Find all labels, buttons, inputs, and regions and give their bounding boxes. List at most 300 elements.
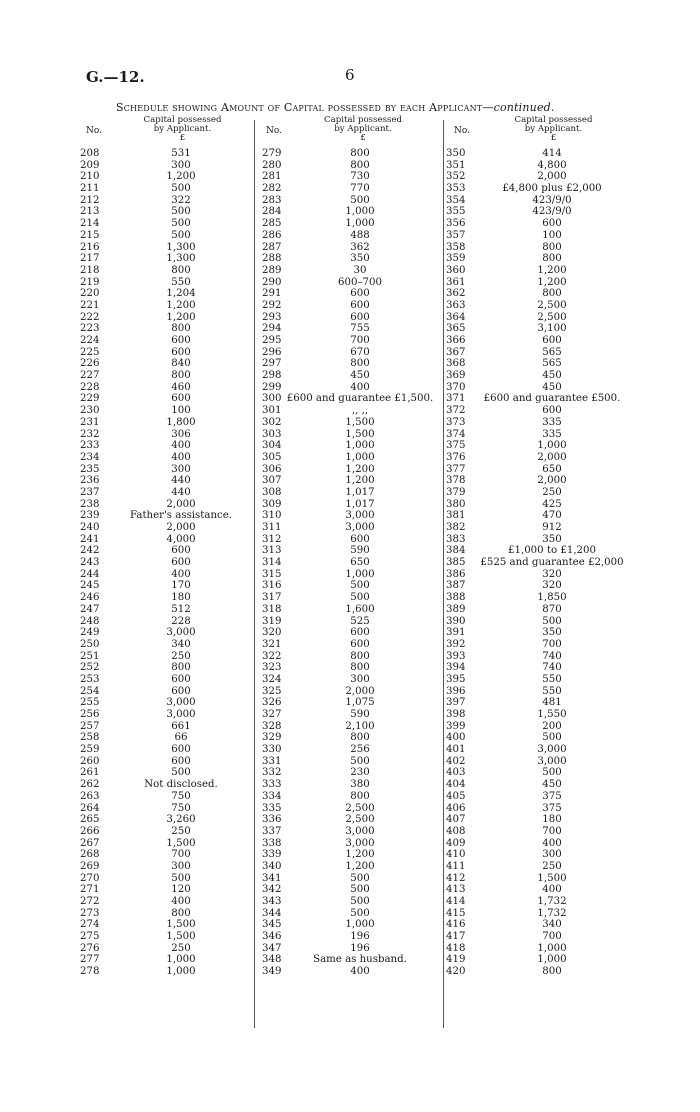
table-row: [442, 943, 652, 955]
applicant-number: 330: [262, 744, 282, 756]
applicant-number: 345: [262, 919, 282, 931]
capital-value: 1,200: [166, 299, 196, 311]
table-row: [258, 405, 444, 417]
capital-value: 1,200: [345, 860, 375, 872]
applicant-number: 212: [80, 194, 100, 206]
applicant-number: 258: [80, 732, 100, 744]
capital-value: 600–700: [338, 276, 382, 288]
applicant-number: 286: [262, 229, 282, 241]
table-row: [258, 242, 444, 254]
applicant-number: 354: [446, 194, 466, 206]
applicant-number: 368: [446, 358, 466, 370]
capital-value: 3,000: [166, 697, 196, 709]
table-row: [442, 779, 652, 791]
table-row: [442, 931, 652, 943]
table-row: [442, 908, 652, 920]
applicant-number: 412: [446, 872, 466, 884]
applicant-number: 334: [262, 790, 282, 802]
applicant-number: 415: [446, 907, 466, 919]
capital-value: 3,260: [166, 814, 196, 826]
applicant-number: 340: [262, 860, 282, 872]
table-row: [80, 884, 255, 896]
applicant-number: 278: [80, 966, 100, 978]
table-row: [80, 744, 255, 756]
capital-value: 750: [171, 790, 191, 802]
capital-value: 912: [542, 522, 562, 533]
applicant-number: 208: [80, 148, 100, 159]
header-capital: [298, 116, 428, 143]
table-row: [442, 604, 652, 616]
applicant-number: 377: [446, 463, 466, 475]
applicant-number: 307: [262, 475, 282, 487]
table-row: [80, 651, 255, 663]
table-row: [258, 943, 444, 955]
applicant-number: 384: [446, 545, 466, 557]
capital-value: 362: [350, 241, 370, 253]
applicant-number: 338: [262, 837, 282, 849]
applicant-number: 373: [446, 416, 466, 428]
applicant-number: 344: [262, 907, 282, 919]
capital-value: 1,000: [166, 966, 196, 978]
applicant-number: 271: [80, 884, 100, 896]
table-row: [258, 569, 444, 581]
applicant-number: 371: [446, 393, 466, 405]
applicant-number: 223: [80, 323, 100, 335]
table-row: [80, 312, 255, 324]
table-row: [442, 358, 652, 370]
capital-value: 1,500: [345, 416, 375, 428]
table-row: [80, 674, 255, 686]
capital-value: 800: [350, 650, 370, 662]
applicant-number: 303: [262, 428, 282, 440]
capital-value: 340: [542, 919, 562, 931]
applicant-number: 359: [446, 253, 466, 265]
capital-value: 100: [171, 405, 191, 417]
table-row: [80, 347, 255, 359]
schedule-rows: [258, 148, 444, 978]
capital-value: 170: [171, 580, 191, 592]
applicant-number: 255: [80, 697, 100, 709]
applicant-number: 236: [80, 475, 100, 487]
table-row: [80, 160, 255, 172]
applicant-number: 231: [80, 416, 100, 428]
capital-value: 740: [542, 650, 562, 662]
table-row: [258, 931, 444, 943]
applicant-number: 336: [262, 814, 282, 826]
schedule-column-1: [80, 116, 255, 978]
applicant-number: 285: [262, 218, 282, 230]
table-row: [258, 475, 444, 487]
table-row: [258, 265, 444, 277]
capital-value: 1,500: [537, 872, 567, 884]
header-no: No.: [86, 126, 102, 136]
capital-value: 1,000: [537, 942, 567, 954]
table-row: [258, 148, 444, 160]
table-row: [442, 148, 652, 160]
applicant-number: 316: [262, 580, 282, 592]
applicant-number: 416: [446, 919, 466, 931]
applicant-number: 404: [446, 779, 466, 791]
applicant-number: 228: [80, 381, 100, 393]
capital-value: 800: [350, 358, 370, 370]
table-row: [442, 814, 652, 826]
column-header: [80, 116, 255, 148]
capital-value: 2,500: [537, 311, 567, 323]
applicant-number: 222: [80, 311, 100, 323]
capital-value: 1,200: [345, 849, 375, 861]
table-row: [80, 686, 255, 698]
capital-value: 800: [542, 253, 562, 265]
table-row: [442, 873, 652, 885]
capital-value: 300: [350, 673, 370, 685]
schedule-title: [116, 101, 596, 114]
applicant-number: 328: [262, 720, 282, 732]
applicant-number: 274: [80, 919, 100, 931]
applicant-number: 254: [80, 685, 100, 697]
capital-value: 500: [350, 592, 370, 604]
capital-value: 414: [542, 148, 562, 159]
applicant-number: 224: [80, 335, 100, 346]
applicant-number: 320: [262, 627, 282, 639]
applicant-number: 407: [446, 814, 466, 826]
applicant-number: 332: [262, 767, 282, 779]
table-row: [442, 569, 652, 581]
capital-value: 700: [542, 931, 562, 943]
schedule-rows: [80, 148, 255, 978]
capital-value: 400: [542, 837, 562, 849]
header-no: No.: [454, 126, 470, 136]
capital-value: 481: [542, 697, 562, 709]
applicant-number: 335: [262, 802, 282, 814]
table-row: [258, 604, 444, 616]
applicant-number: 293: [262, 311, 282, 323]
capital-value: 450: [350, 370, 370, 382]
table-row: [258, 253, 444, 265]
capital-value: 600: [171, 557, 191, 569]
table-row: [442, 487, 652, 499]
capital-value: 1,000: [166, 954, 196, 966]
applicant-number: 248: [80, 615, 100, 627]
capital-value: 600: [171, 673, 191, 685]
capital-value: 2,100: [345, 720, 375, 732]
applicant-number: 213: [80, 206, 100, 218]
table-row: [80, 195, 255, 207]
applicant-number: 297: [262, 358, 282, 370]
capital-value: 500: [350, 755, 370, 767]
table-row: [80, 954, 255, 966]
capital-value: 1,000: [537, 440, 567, 452]
table-row: [258, 592, 444, 604]
applicant-number: 268: [80, 849, 100, 861]
applicant-number: 281: [262, 171, 282, 183]
capital-value: 500: [350, 907, 370, 919]
applicant-number: 305: [262, 451, 282, 463]
capital-value: 1,550: [537, 709, 567, 720]
capital-value: 250: [171, 650, 191, 662]
table-row: [258, 966, 444, 978]
table-row: [258, 545, 444, 557]
applicant-number: 301: [262, 405, 282, 417]
table-row: [258, 779, 444, 791]
capital-value: 600: [350, 288, 370, 300]
table-row: [442, 195, 652, 207]
capital-value: 230: [350, 767, 370, 779]
applicant-number: 387: [446, 580, 466, 592]
applicant-number: 243: [80, 557, 100, 569]
applicant-number: 381: [446, 510, 466, 522]
applicant-number: 209: [80, 159, 100, 171]
capital-value: 1,017: [345, 486, 375, 498]
applicant-number: 382: [446, 522, 466, 533]
table-row: [258, 370, 444, 382]
applicant-number: 349: [262, 966, 282, 978]
applicant-number: 249: [80, 627, 100, 639]
applicant-number: 350: [446, 148, 466, 159]
capital-value: 525: [350, 615, 370, 627]
applicant-number: 267: [80, 837, 100, 849]
capital-value: 400: [171, 896, 191, 907]
capital-value: 500: [350, 872, 370, 884]
applicant-number: 218: [80, 264, 100, 276]
capital-value: 600: [542, 335, 562, 346]
table-row: [258, 826, 444, 838]
capital-value: 600: [171, 685, 191, 697]
table-row: [258, 697, 444, 709]
table-row: [80, 405, 255, 417]
capital-value: 180: [542, 814, 562, 826]
table-row: [80, 487, 255, 499]
applicant-number: 296: [262, 346, 282, 358]
table-row: [442, 417, 652, 429]
table-row: [442, 464, 652, 476]
capital-value: 740: [542, 662, 562, 674]
table-row: [442, 206, 652, 218]
applicant-number: 273: [80, 907, 100, 919]
applicant-number: 405: [446, 790, 466, 802]
table-row: [258, 358, 444, 370]
applicant-number: 360: [446, 264, 466, 276]
capital-value: 800: [350, 148, 370, 159]
capital-value: 500: [171, 183, 191, 195]
table-row: [442, 919, 652, 931]
applicant-number: 418: [446, 942, 466, 954]
table-row: [442, 171, 652, 183]
capital-value: 3,000: [166, 627, 196, 639]
table-row: [442, 557, 652, 569]
header-capital-line1: Capital possessed: [143, 115, 222, 125]
applicant-number: 214: [80, 218, 100, 230]
table-row: [442, 534, 652, 546]
applicant-number: 250: [80, 638, 100, 650]
capital-value: 350: [542, 533, 562, 545]
applicant-number: 256: [80, 709, 100, 720]
table-row: [80, 277, 255, 289]
capital-value: 300: [171, 463, 191, 475]
capital-value: 470: [542, 510, 562, 522]
applicant-number: 211: [80, 183, 100, 195]
table-row: [442, 265, 652, 277]
table-row: [80, 253, 255, 265]
capital-value: £600 and guarantee £500.: [483, 393, 621, 405]
table-row: [442, 674, 652, 686]
applicant-number: 326: [262, 697, 282, 709]
table-row: [258, 335, 444, 347]
capital-value: 500: [171, 206, 191, 218]
capital-value: 755: [350, 323, 370, 335]
applicant-number: 355: [446, 206, 466, 218]
applicant-number: 304: [262, 440, 282, 452]
capital-value: 3,000: [345, 837, 375, 849]
applicant-number: 397: [446, 697, 466, 709]
capital-value: 700: [350, 335, 370, 346]
capital-value: 250: [542, 860, 562, 872]
table-row: [258, 908, 444, 920]
applicant-number: 247: [80, 603, 100, 615]
applicant-number: 277: [80, 954, 100, 966]
applicant-number: 215: [80, 229, 100, 241]
table-row: [258, 721, 444, 733]
capital-value: 400: [171, 440, 191, 452]
table-row: [258, 277, 444, 289]
applicant-number: 245: [80, 580, 100, 592]
table-row: [80, 919, 255, 931]
capital-value: 600: [542, 218, 562, 230]
capital-value: 1,000: [345, 919, 375, 931]
table-row: [258, 674, 444, 686]
applicant-number: 282: [262, 183, 282, 195]
table-row: [442, 393, 652, 405]
capital-value: 1,200: [537, 276, 567, 288]
capital-value: 600: [350, 311, 370, 323]
table-row: [442, 475, 652, 487]
capital-value: 2,000: [537, 475, 567, 487]
capital-value: 1,732: [537, 907, 567, 919]
schedule-column-2: [258, 116, 444, 978]
capital-value: 565: [542, 346, 562, 358]
capital-value: 500: [171, 218, 191, 230]
capital-value: 650: [350, 557, 370, 569]
table-row: [80, 358, 255, 370]
applicant-number: 292: [262, 299, 282, 311]
table-row: [442, 429, 652, 441]
table-row: [258, 440, 444, 452]
applicant-number: 217: [80, 253, 100, 265]
applicant-number: 246: [80, 592, 100, 604]
table-row: [442, 405, 652, 417]
capital-value: 1,500: [166, 919, 196, 931]
capital-value: 1,732: [537, 896, 567, 907]
capital-value: 1,017: [345, 498, 375, 510]
capital-value: 661: [171, 720, 191, 732]
applicant-number: 329: [262, 732, 282, 744]
capital-value: 500: [542, 615, 562, 627]
table-row: [258, 896, 444, 908]
capital-value: 423/9/0: [532, 206, 572, 218]
applicant-number: 346: [262, 931, 282, 943]
applicant-number: 409: [446, 837, 466, 849]
table-row: [80, 440, 255, 452]
table-row: [80, 429, 255, 441]
applicant-number: 259: [80, 744, 100, 756]
applicant-number: 234: [80, 451, 100, 463]
applicant-number: 216: [80, 241, 100, 253]
capital-value: 400: [350, 966, 370, 978]
table-row: [442, 896, 652, 908]
applicant-number: 269: [80, 860, 100, 872]
capital-value: 800: [171, 323, 191, 335]
capital-value: 870: [542, 603, 562, 615]
capital-value: 306: [171, 428, 191, 440]
capital-value: 700: [542, 638, 562, 650]
capital-value: 800: [542, 966, 562, 978]
capital-value: 531: [171, 148, 191, 159]
capital-value: 800: [171, 907, 191, 919]
capital-value: 500: [350, 194, 370, 206]
applicant-number: 327: [262, 709, 282, 720]
applicant-number: 266: [80, 825, 100, 837]
applicant-number: 288: [262, 253, 282, 265]
applicant-number: 331: [262, 755, 282, 767]
applicant-number: 306: [262, 463, 282, 475]
capital-value: 565: [542, 358, 562, 370]
applicant-number: 362: [446, 288, 466, 300]
capital-value: 550: [171, 276, 191, 288]
table-row: [80, 908, 255, 920]
capital-value: 440: [171, 475, 191, 487]
applicant-number: 375: [446, 440, 466, 452]
capital-value: 600: [350, 638, 370, 650]
table-row: [258, 838, 444, 850]
table-row: [258, 651, 444, 663]
table-row: [258, 499, 444, 511]
table-row: [258, 849, 444, 861]
table-row: [442, 312, 652, 324]
applicant-number: 261: [80, 767, 100, 779]
applicant-number: 289: [262, 264, 282, 276]
table-row: [442, 242, 652, 254]
applicant-number: 302: [262, 416, 282, 428]
table-row: [258, 791, 444, 803]
applicant-number: 309: [262, 498, 282, 510]
table-row: [80, 639, 255, 651]
applicant-number: 419: [446, 954, 466, 966]
capital-value: 450: [542, 381, 562, 393]
capital-value: 3,000: [537, 744, 567, 756]
capital-value: 335: [542, 416, 562, 428]
table-row: [442, 440, 652, 452]
table-row: [80, 709, 255, 721]
table-row: [80, 943, 255, 955]
table-row: [80, 417, 255, 429]
capital-value: 1,200: [345, 463, 375, 475]
table-row: [80, 171, 255, 183]
table-row: [258, 639, 444, 651]
capital-value: Same as husband.: [313, 954, 407, 966]
table-row: [258, 873, 444, 885]
capital-value: 450: [542, 370, 562, 382]
capital-value: 650: [542, 463, 562, 475]
capital-value: 600: [542, 405, 562, 417]
applicant-number: 333: [262, 779, 282, 791]
applicant-number: 393: [446, 650, 466, 662]
table-row: [258, 557, 444, 569]
capital-value: £1,000 to £1,200: [508, 545, 596, 557]
applicant-number: 366: [446, 335, 466, 346]
table-row: [442, 861, 652, 873]
capital-value: 500: [350, 580, 370, 592]
table-row: [258, 767, 444, 779]
table-row: [442, 697, 652, 709]
